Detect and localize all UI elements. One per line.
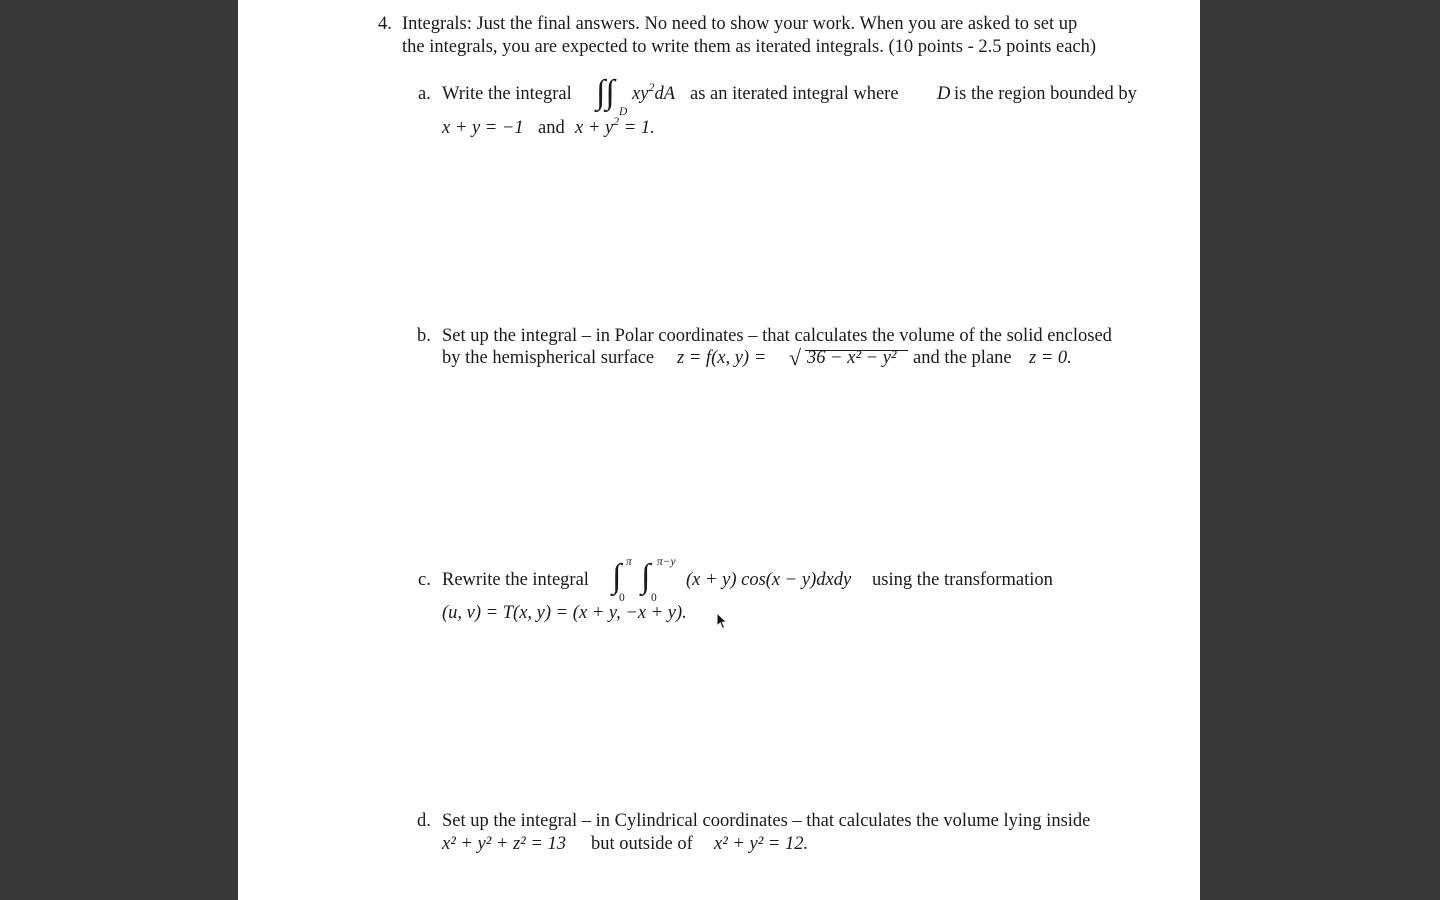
problem-intro-line1: Integrals: Just the final answers. No need to show your work. When you are asked to set up [402,14,1078,34]
part-c-text-before: Rewrite the integral [442,570,589,590]
part-b-and-plane: and the plane [913,348,1012,368]
part-b-plane: z = 0. [1029,348,1072,368]
part-b-line1: Set up the integral – in Polar coordinates – that calculates the volume of the solid enclosed [442,326,1112,346]
part-c-outer-upper: π [626,556,632,568]
part-b-radicand: 36 − x² − y² [807,348,897,368]
part-d-label: d. [417,811,431,831]
part-a-integrand: $xy^2dA$ [632,80,675,104]
mouse-cursor-icon [716,612,728,630]
part-a-and: and [538,118,565,138]
part-a-text-before: Write the integral [442,84,572,104]
part-b-line2-text: by the hemispherical surface [442,348,655,368]
part-a-boundary-1: x + y = −1 [442,118,524,138]
part-a-label: a. [418,84,431,104]
part-b-sqrt-symbol: √ [789,345,802,370]
part-c-integrand: (x + y) cos(x − y)dxdy [686,570,852,590]
part-a-text-after: as an iterated integral where [690,84,899,104]
part-c-outer-lower: 0 [619,592,625,604]
part-d-but-outside: but outside of [591,834,693,854]
document-page [238,0,1200,900]
part-c-transformation: (u, v) = T(x, y) = (x + y, −x + y). [442,603,687,623]
part-b-label: b. [417,326,431,346]
part-d-line1: Set up the integral – in Cylindrical coordinates – that calculates the volume lying inside [442,811,1091,831]
part-c-outer-integral-sign: ∫ [612,558,622,595]
part-b-function: z = f(x, y) = [677,348,767,368]
part-c-inner-lower: 0 [651,592,657,604]
part-c-text-after: using the transformation [872,570,1053,590]
problem-number: 4. [378,14,392,34]
part-c-inner-upper: π−y [657,556,676,568]
part-a-region: D [619,106,628,118]
part-c-label: c. [418,570,431,590]
part-d-sphere-eq: x² + y² + z² = 13 [442,834,566,854]
part-c-inner-integral-sign: ∫ [641,558,651,595]
part-a-text-end: is the region bounded by [954,84,1137,104]
part-d-cylinder-eq: x² + y² = 12. [714,834,809,854]
part-a-boundary-2: $x + y^2 = 1$. [575,114,655,138]
part-a-region-var: D [937,84,951,104]
part-a-double-integral-sign: ∫∫ [596,74,615,111]
problem-intro-line2: the integrals, you are expected to write them as iterated integrals. (10 points - 2.5 points each) [402,37,1097,57]
